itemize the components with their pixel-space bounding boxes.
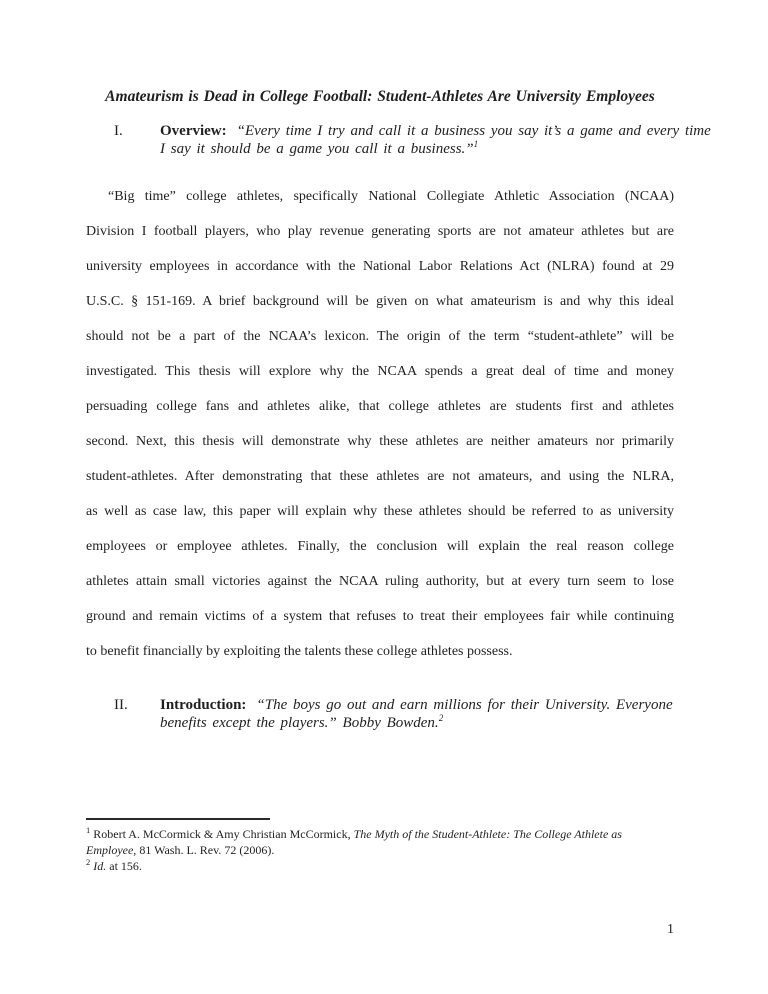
footnote-marker: 2 [86,857,91,867]
footnote-1 [86,826,674,858]
body-line: persuading college fans and athletes alike, that college athletes are students first and athletes [86,399,674,414]
section-content [160,697,674,732]
footnote-area [86,818,674,874]
footnote-2 [86,858,674,874]
document-title: Amateurism is Dead in College Football: Student-Athletes Are University Employees [105,88,655,105]
body-line: athletes attain small victories against the NCAA ruling authority, but at every turn seem to lose [86,574,674,589]
section-label: Introduction: [160,697,247,713]
footnote-italic-text: The Myth of the Student-Athlete: The College Athlete as Employee, [86,827,622,857]
footnote-text: 81 Wash. L. Rev. 72 (2006). [136,843,275,857]
body-line: to benefit financially by exploiting the talents these college athletes possess. [86,644,513,659]
footnote-marker: 1 [86,825,91,835]
section-numeral: II. [114,697,128,713]
body-line: Division I football players, who play revenue generating sports are not amateur athletes but are [86,224,674,239]
body-line: U.S.C. § 151-169. A brief background will be given on what amateurism is and why this ideal [86,294,674,309]
section-numeral: I. [114,123,123,139]
section-label: Overview: [160,123,227,139]
section-quote-text: I say it should be a game you call it a business.” [160,140,474,157]
body-line: “Big time” college athletes, specifically National Collegiate Athletic Association (NCAA) [108,189,674,204]
section-quote-line [160,123,711,141]
body-line: second. Next, this thesis will demonstrate why these athletes are neither amateurs nor primarily [86,434,674,449]
body-line: as well as case law, this paper will explain why these athletes should be referred to as university [86,504,674,519]
footnote-separator [86,818,270,820]
body-line: employees or employee athletes. Finally, the conclusion will explain the real reason college [86,539,674,554]
body-paragraph [86,179,674,669]
section-quote-text: benefits except the players.” Bobby Bowden. [160,714,439,731]
body-line: student-athletes. After demonstrating that these athletes are not amateurs, and using the NLRA, [86,469,674,484]
footnote-text: at 156. [106,859,142,873]
section-quote-line [160,138,711,159]
section-quote-line [160,712,674,733]
section-quote-text: “The boys go out and earn millions for their University. Everyone [256,697,673,713]
section-quote-line [160,697,674,715]
section-quote-text: “Every time I try and call it a business you say it’s a game and every time [236,123,711,139]
section-heading-introduction [86,697,674,732]
footnote-reference: 1 [473,138,479,149]
footnote-italic-text: Id. [93,859,107,873]
body-line: investigated. This thesis will explore why the NCAA spends a great deal of time and money [86,364,674,379]
body-line: ground and remain victims of a system that refuses to treat their employees fair while continuing [86,609,674,624]
section-heading-overview [86,123,711,158]
footnote-reference: 2 [438,712,444,723]
page-number: 1 [667,922,674,937]
footnote-text: Robert A. McCormick & Amy Christian McCormick, [93,827,354,841]
body-line: university employees in accordance with the National Labor Relations Act (NLRA) found at 29 [86,259,674,274]
body-line: should not be a part of the NCAA’s lexicon. The origin of the term “student-athlete” will be [86,329,674,344]
section-content [160,123,711,158]
